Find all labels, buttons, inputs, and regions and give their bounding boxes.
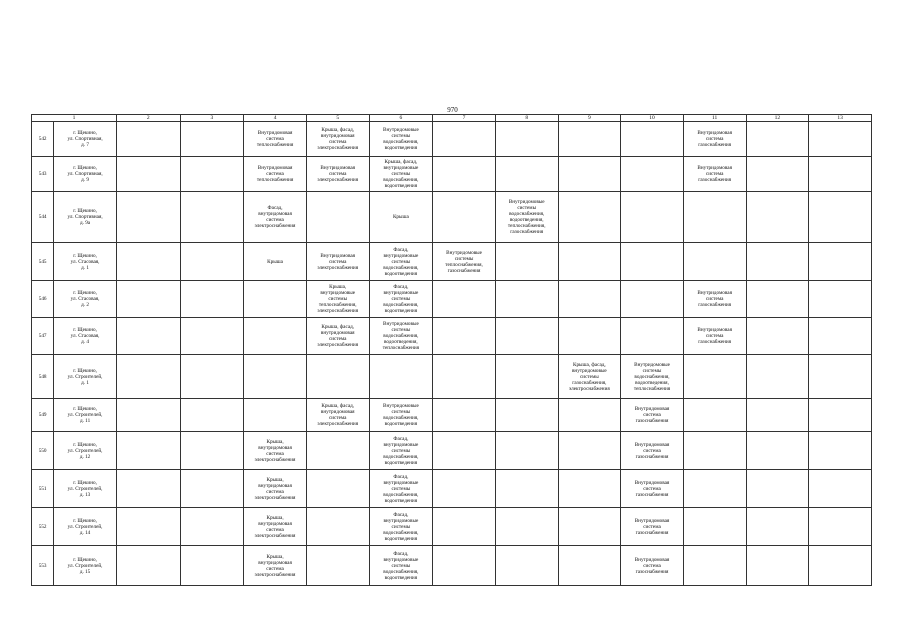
work-cell-5 <box>306 157 369 192</box>
table-row <box>32 508 872 546</box>
work-cell-12 <box>746 318 809 355</box>
work-cell-4 <box>244 157 307 192</box>
header-col-10: 10 <box>621 115 684 122</box>
work-cell-12 <box>746 281 809 318</box>
table-row <box>32 243 872 281</box>
work-cell-5 <box>306 432 369 470</box>
work-cell-13 <box>809 157 872 192</box>
work-cell-9 <box>558 432 621 470</box>
repair-schedule-table <box>31 114 872 586</box>
address-cell <box>54 432 117 470</box>
work-text: Внутридомовая система газоснабжения <box>634 406 670 424</box>
address-text: г. Щекино, ул. Строителей, д. 12 <box>67 441 103 460</box>
address-text: г. Щекино, ул. Стасовая, д. 4 <box>70 327 100 345</box>
header-col-5: 5 <box>306 115 369 122</box>
work-cell-7 <box>433 192 496 243</box>
address-text: г. Щекино, ул. Строителей, д. 15 <box>67 556 103 575</box>
work-cell-2 <box>116 157 180 192</box>
work-cell-13 <box>809 355 872 399</box>
page-number: 970 <box>447 106 458 114</box>
work-cell-10 <box>621 399 684 432</box>
header-col-9: 9 <box>558 115 621 122</box>
work-cell-6 <box>369 122 433 157</box>
work-cell-7 <box>433 432 496 470</box>
row-number: 546 <box>32 281 54 318</box>
work-cell-11 <box>683 432 746 470</box>
work-cell-2 <box>116 470 180 508</box>
work-cell-13 <box>809 281 872 318</box>
work-cell-2 <box>116 546 180 586</box>
work-cell-8 <box>495 470 558 508</box>
work-cell-4 <box>244 399 307 432</box>
work-cell-8 <box>495 508 558 546</box>
work-text: Крыша, фасад, внутридомовые системы газоснабжения, электроснабжения <box>568 361 610 392</box>
work-cell-7 <box>433 318 496 355</box>
work-cell-12 <box>746 546 809 586</box>
work-cell-8 <box>495 157 558 192</box>
work-cell-4 <box>244 122 307 157</box>
work-cell-9 <box>558 470 621 508</box>
header-col-7: 7 <box>433 115 496 122</box>
work-text: Крыша <box>267 258 283 265</box>
row-number: 551 <box>32 470 54 508</box>
work-cell-5 <box>306 470 369 508</box>
row-number: 544 <box>32 192 54 243</box>
work-text: Внутридомовая система газоснабжения <box>634 556 670 575</box>
work-cell-13 <box>809 470 872 508</box>
table-row <box>32 281 872 318</box>
work-cell-11 <box>683 470 746 508</box>
work-cell-7 <box>433 243 496 281</box>
row-number: 550 <box>32 432 54 470</box>
address-text: г. Щекино, ул. Строителей, д. 14 <box>67 517 103 536</box>
work-cell-3 <box>180 546 244 586</box>
work-text: Крыша <box>392 214 409 220</box>
work-text: Крыша, фасад, внутридомовая система электроснабжения <box>317 324 359 348</box>
work-cell-2 <box>116 432 180 470</box>
work-cell-11 <box>683 318 746 355</box>
work-cell-12 <box>746 355 809 399</box>
work-text: Внутридомовая система газоснабжения <box>634 441 670 460</box>
address-text: г. Щекино, ул. Стасовая, д. 2 <box>70 290 100 308</box>
work-cell-11 <box>683 281 746 318</box>
address-cell <box>54 508 117 546</box>
work-cell-3 <box>180 470 244 508</box>
header-col-2: 2 <box>116 115 180 122</box>
work-cell-6 <box>369 432 433 470</box>
work-cell-4 <box>244 243 307 281</box>
work-cell-8 <box>495 432 558 470</box>
work-text: Внутридомовая система газоснабжения <box>697 290 732 308</box>
work-cell-4 <box>244 192 307 243</box>
work-text: Крыша, фасад, внутридомовые системы водоснабжения, водоотведения <box>383 159 419 189</box>
work-cell-12 <box>746 157 809 192</box>
row-number: 543 <box>32 157 54 192</box>
work-text: Фасад, внутридомовые системы водоснабжения, водоотведения <box>383 246 419 277</box>
work-cell-8 <box>495 192 558 243</box>
work-text: Фасад, внутридомовые системы водоснабжения, водоотведения <box>383 435 419 466</box>
work-cell-10 <box>621 546 684 586</box>
work-text: Крыша, фасад, внутридомовая система электроснабжения <box>317 403 359 427</box>
work-cell-8 <box>495 355 558 399</box>
work-cell-8 <box>495 318 558 355</box>
work-cell-3 <box>180 399 244 432</box>
address-text: г. Щекино, ул. Строителей, д. 1 <box>67 367 103 386</box>
work-cell-6 <box>369 243 433 281</box>
work-cell-10 <box>621 281 684 318</box>
work-cell-8 <box>495 281 558 318</box>
work-cell-6 <box>369 318 433 355</box>
work-cell-12 <box>746 508 809 546</box>
work-cell-9 <box>558 157 621 192</box>
work-cell-5 <box>306 318 369 355</box>
work-cell-9 <box>558 399 621 432</box>
header-col-4: 4 <box>244 115 307 122</box>
header-col-1: 1 <box>32 115 117 122</box>
work-cell-3 <box>180 122 244 157</box>
work-text: Внутридомовая система теплоснабжения <box>256 165 294 183</box>
work-cell-10 <box>621 122 684 157</box>
header-col-6: 6 <box>369 115 433 122</box>
work-cell-5 <box>306 122 369 157</box>
work-text: Крыша, внутридомовая система электроснабжения <box>254 438 296 463</box>
work-cell-6 <box>369 281 433 318</box>
work-cell-10 <box>621 192 684 243</box>
address-cell <box>54 122 117 157</box>
address-cell <box>54 399 117 432</box>
work-text: Крыша, фасад, внутридомовая система электроснабжения <box>317 127 359 151</box>
work-cell-11 <box>683 192 746 243</box>
work-cell-3 <box>180 355 244 399</box>
work-cell-3 <box>180 318 244 355</box>
address-cell <box>54 470 117 508</box>
table-row <box>32 318 872 355</box>
work-cell-3 <box>180 281 244 318</box>
work-cell-4 <box>244 432 307 470</box>
address-cell <box>54 192 117 243</box>
work-cell-7 <box>433 508 496 546</box>
work-cell-13 <box>809 546 872 586</box>
work-cell-7 <box>433 355 496 399</box>
address-text: г. Щекино, ул. Строителей, д. 13 <box>67 479 103 498</box>
header-col-11: 11 <box>683 115 746 122</box>
work-cell-6 <box>369 546 433 586</box>
work-cell-12 <box>746 432 809 470</box>
work-cell-5 <box>306 355 369 399</box>
work-cell-3 <box>180 432 244 470</box>
work-cell-6 <box>369 157 433 192</box>
work-cell-9 <box>558 355 621 399</box>
work-text: Внутридомовая система электроснабжения <box>317 165 359 183</box>
work-cell-6 <box>369 470 433 508</box>
work-text: Внутридомовые системы водоснабжения, водоотведения <box>382 127 419 151</box>
work-cell-6 <box>369 399 433 432</box>
work-cell-7 <box>433 281 496 318</box>
work-cell-10 <box>621 157 684 192</box>
work-text: Внутридомовые системы теплоснабжения, газоснабжения <box>445 249 483 274</box>
row-number: 545 <box>32 243 54 281</box>
work-cell-10 <box>621 355 684 399</box>
work-text: Внутридомовая система газоснабжения <box>634 517 670 536</box>
work-cell-4 <box>244 508 307 546</box>
table-row <box>32 546 872 586</box>
address-cell <box>54 243 117 281</box>
work-cell-11 <box>683 508 746 546</box>
work-cell-8 <box>495 546 558 586</box>
work-cell-7 <box>433 157 496 192</box>
work-cell-11 <box>683 399 746 432</box>
work-cell-13 <box>809 243 872 281</box>
work-cell-12 <box>746 192 809 243</box>
work-cell-9 <box>558 281 621 318</box>
work-text: Крыша, внутридомовая система электроснабжения <box>254 553 296 578</box>
header-col-3: 3 <box>180 115 244 122</box>
work-text: Внутридомовая система теплоснабжения <box>256 130 294 148</box>
table-row <box>32 355 872 399</box>
work-cell-13 <box>809 432 872 470</box>
work-cell-9 <box>558 243 621 281</box>
work-cell-2 <box>116 355 180 399</box>
work-cell-11 <box>683 122 746 157</box>
work-cell-10 <box>621 318 684 355</box>
address-cell <box>54 281 117 318</box>
address-cell <box>54 157 117 192</box>
work-cell-11 <box>683 546 746 586</box>
work-cell-3 <box>180 192 244 243</box>
address-cell <box>54 318 117 355</box>
work-text: Крыша, внутридомовые системы теплоснабжения, электроснабжения <box>317 284 359 314</box>
work-cell-5 <box>306 508 369 546</box>
work-text: Фасад, внутридомовая система электроснабжения <box>254 205 296 229</box>
work-cell-3 <box>180 157 244 192</box>
work-cell-2 <box>116 192 180 243</box>
work-cell-5 <box>306 281 369 318</box>
row-number: 553 <box>32 546 54 586</box>
work-cell-7 <box>433 546 496 586</box>
header-col-8: 8 <box>495 115 558 122</box>
table-row <box>32 122 872 157</box>
work-cell-9 <box>558 546 621 586</box>
work-cell-9 <box>558 318 621 355</box>
work-cell-11 <box>683 355 746 399</box>
row-number: 542 <box>32 122 54 157</box>
work-cell-5 <box>306 243 369 281</box>
work-cell-13 <box>809 122 872 157</box>
work-cell-5 <box>306 192 369 243</box>
work-text: Внутридомовая система газоснабжения <box>697 165 732 183</box>
work-cell-4 <box>244 281 307 318</box>
work-cell-13 <box>809 508 872 546</box>
work-cell-6 <box>369 355 433 399</box>
work-cell-12 <box>746 470 809 508</box>
address-cell <box>54 355 117 399</box>
work-cell-11 <box>683 157 746 192</box>
work-text: Фасад, внутридомовые системы водоснабжения, водоотведения <box>383 284 419 314</box>
work-cell-8 <box>495 243 558 281</box>
work-cell-7 <box>433 122 496 157</box>
work-cell-4 <box>244 318 307 355</box>
work-text: Внутридомовые системы водоснабжения, водоотведения <box>382 403 419 427</box>
work-cell-4 <box>244 355 307 399</box>
work-cell-10 <box>621 243 684 281</box>
work-text: Фасад, внутридомовые системы водоснабжения, водоотведения <box>383 511 419 542</box>
work-cell-9 <box>558 192 621 243</box>
address-cell <box>54 546 117 586</box>
work-cell-8 <box>495 399 558 432</box>
work-cell-2 <box>116 122 180 157</box>
work-cell-12 <box>746 399 809 432</box>
work-cell-13 <box>809 399 872 432</box>
work-cell-2 <box>116 508 180 546</box>
work-cell-12 <box>746 122 809 157</box>
work-cell-5 <box>306 546 369 586</box>
work-cell-10 <box>621 508 684 546</box>
header-col-12: 12 <box>746 115 809 122</box>
work-cell-5 <box>306 399 369 432</box>
work-cell-2 <box>116 399 180 432</box>
table-row <box>32 157 872 192</box>
row-number: 547 <box>32 318 54 355</box>
address-text: г. Щекино, ул. Стасовая, д. 1 <box>70 252 100 271</box>
address-text: г. Щекино, ул. Спортивная, д. 7 <box>67 130 103 148</box>
work-cell-3 <box>180 243 244 281</box>
work-cell-6 <box>369 192 433 243</box>
work-text: Внутридомовая система электроснабжения <box>317 252 359 271</box>
work-cell-7 <box>433 399 496 432</box>
work-cell-9 <box>558 508 621 546</box>
work-cell-13 <box>809 318 872 355</box>
header-col-13: 13 <box>809 115 872 122</box>
work-cell-6 <box>369 508 433 546</box>
work-cell-10 <box>621 470 684 508</box>
row-number: 548 <box>32 355 54 399</box>
header-row <box>32 115 872 122</box>
work-cell-2 <box>116 243 180 281</box>
table-row <box>32 432 872 470</box>
work-cell-3 <box>180 508 244 546</box>
row-number: 549 <box>32 399 54 432</box>
work-text: Внутридомовая система газоснабжения <box>697 130 732 148</box>
address-text: г. Щекино, ул. Спортивная, д. 9 <box>67 165 103 183</box>
work-text: Внутридомовая система газоснабжения <box>697 327 732 345</box>
work-cell-9 <box>558 122 621 157</box>
table-row <box>32 399 872 432</box>
work-text: Крыша, внутридомовая система электроснабжения <box>254 514 296 539</box>
work-cell-2 <box>116 318 180 355</box>
work-text: Внутридомовая система газоснабжения <box>634 479 670 498</box>
work-cell-4 <box>244 546 307 586</box>
work-cell-4 <box>244 470 307 508</box>
work-cell-8 <box>495 122 558 157</box>
work-text: Фасад, внутридомовые системы водоснабжения, водоотведения <box>383 473 419 504</box>
work-cell-11 <box>683 243 746 281</box>
work-text: Внутридомовые системы водоснабжения, водоотведения, теплоснабжения <box>382 321 420 351</box>
row-number: 552 <box>32 508 54 546</box>
work-text: Крыша, внутридомовая система электроснабжения <box>254 476 296 501</box>
address-text: г. Щекино, ул. Строителей, д. 11 <box>67 406 103 424</box>
address-text: г. Щекино, ул. Спортивная, д. 9а <box>67 208 103 226</box>
work-cell-7 <box>433 470 496 508</box>
table-row <box>32 192 872 243</box>
work-cell-10 <box>621 432 684 470</box>
table-row <box>32 470 872 508</box>
work-text: Фасад, внутридомовые системы водоснабжения, водоотведения <box>383 550 419 581</box>
work-cell-2 <box>116 281 180 318</box>
work-cell-12 <box>746 243 809 281</box>
work-cell-13 <box>809 192 872 243</box>
work-text: Внутридомовые системы водоснабжения, водоотведения, теплоснабжения, газоснабжения <box>507 199 546 235</box>
work-text: Внутридомовые системы водоснабжения, водоотведения, теплоснабжения <box>633 361 671 392</box>
